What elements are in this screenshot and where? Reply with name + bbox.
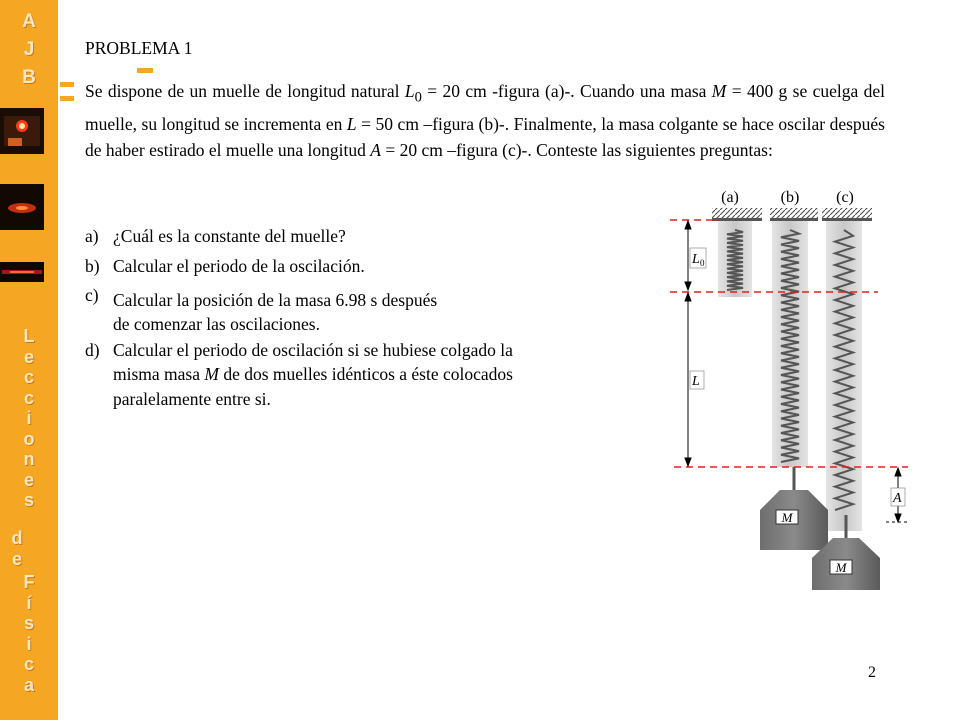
question-text-line1: Calcular el periodo de oscilación si se hubiese colgado la [113, 340, 513, 360]
question-text: ¿Cuál es la constante del muelle? [113, 226, 346, 246]
question-text-line2: de comenzar las oscilaciones. [113, 314, 320, 334]
ceiling-a [712, 208, 762, 218]
thumbnail-image-1 [0, 108, 44, 154]
question-label: b) [85, 256, 100, 276]
ceiling-c [822, 208, 872, 218]
mass-label-c: M [835, 560, 847, 575]
slide-title: PROBLEMA 1 [85, 38, 193, 58]
question-label: d) [85, 340, 100, 360]
thumbnail-image-2 [0, 184, 44, 230]
brand-letter-b: B [22, 67, 36, 88]
question-text: Calcular el periodo de la oscilación. [113, 256, 365, 276]
decorative-dash [137, 68, 153, 73]
thumbnail-image-3 [0, 262, 44, 282]
dim-label-a: A [893, 491, 902, 506]
question-label: c) [85, 285, 99, 305]
vertical-title-lecciones: L e c c i o n e s [23, 326, 35, 510]
question-text-line1: Calcular la posición de la masa 6.98 s después [113, 290, 438, 310]
question-text-line3: paralelamente entre si. [113, 389, 271, 409]
question-label: a) [85, 226, 99, 246]
page-number: 2 [868, 664, 876, 681]
panel-label-c: (c) [836, 190, 854, 206]
brand-letter-a: A [22, 11, 36, 32]
problem-statement: Se dispone de un muelle de longitud natural $L_0 = 20$ cm -figura (a)-. Cuando una masa M = 400 g se cuelga del muelle, su longitud se incrementa en L = 50 cm –figura (b)-. Finalmente, la masa colgante se hace oscilar después de haber estirado el muelle una longitud A = 20 cm –figura (c)-. Conteste las siguientes preguntas: [85, 81, 885, 160]
panel-label-a: (a) [721, 190, 739, 206]
spring-figure [660, 190, 920, 600]
decorative-dash [60, 82, 74, 87]
sidebar [0, 0, 58, 720]
question-text-line2: misma masa M de dos muelles idénticos a éste colocados [113, 364, 513, 384]
mass-label-b: M [781, 510, 793, 525]
vertical-title-de: d e [11, 528, 23, 569]
vertical-title-fisica: F í s i c a [23, 572, 35, 695]
dim-label-l: L [692, 374, 700, 389]
ceiling-b [770, 208, 818, 218]
dim-label-l0-sub: 0 [700, 258, 705, 268]
decorative-dash [60, 96, 74, 101]
dim-label-l0: L [692, 252, 700, 267]
panel-label-b: (b) [780, 190, 800, 206]
brand-letter-j: J [23, 39, 35, 60]
